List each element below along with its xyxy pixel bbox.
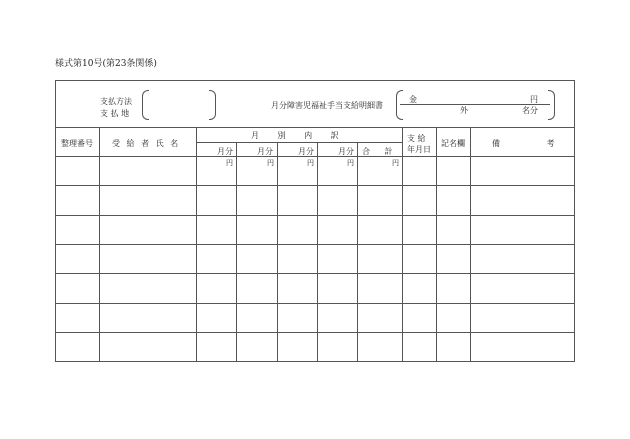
row-yen-unit-4: 円: [347, 159, 354, 167]
table-row-line: [56, 215, 574, 216]
col-month-1: 月分: [217, 147, 233, 156]
subheader-line: [196, 142, 402, 143]
payment-method-label: 支払方法: [100, 97, 132, 106]
table-row-line: [56, 332, 574, 333]
col-seiri: 整理番号: [61, 139, 93, 148]
col-jukyusha: 受 給 者 氏 名: [112, 139, 181, 148]
col-month-4: 月分: [338, 147, 354, 156]
amount-kin: 金: [409, 95, 417, 104]
row-yen-unit-3: 円: [307, 159, 314, 167]
row-yen-unit-2: 円: [267, 159, 274, 167]
header-bottom-line: [56, 156, 574, 157]
amount-yen: 円: [530, 95, 538, 104]
statement-form: [55, 80, 575, 362]
table-row-line: [56, 303, 574, 304]
row-yen-unit-1: 円: [226, 159, 233, 167]
col-month-2: 月分: [257, 147, 273, 156]
table-row-line: [56, 244, 574, 245]
table-row-line: [56, 185, 574, 186]
row-yen-unit-5: 円: [392, 159, 399, 167]
detail-table: [56, 81, 574, 361]
payment-place-label: 支 払 地: [100, 109, 130, 118]
form-number: 様式第10号(第23条関係): [55, 59, 157, 69]
col-kimei: 記名欄: [441, 139, 465, 148]
form-title: 月分障害児福祉手当支給明細書: [271, 101, 383, 110]
col-shikyu-bottom: 年月日: [407, 145, 431, 154]
amount-meibun: 名分: [522, 106, 538, 115]
col-shikyu-top: 支 給: [407, 134, 426, 143]
col-biko: 備 考: [492, 139, 555, 148]
col-gokei: 合 計: [362, 147, 393, 156]
amount-soto: 外: [460, 106, 468, 115]
col-month-3: 月分: [298, 147, 314, 156]
col-tsukibetsu: 月 別 内 訳: [251, 131, 339, 140]
table-row-line: [56, 273, 574, 274]
